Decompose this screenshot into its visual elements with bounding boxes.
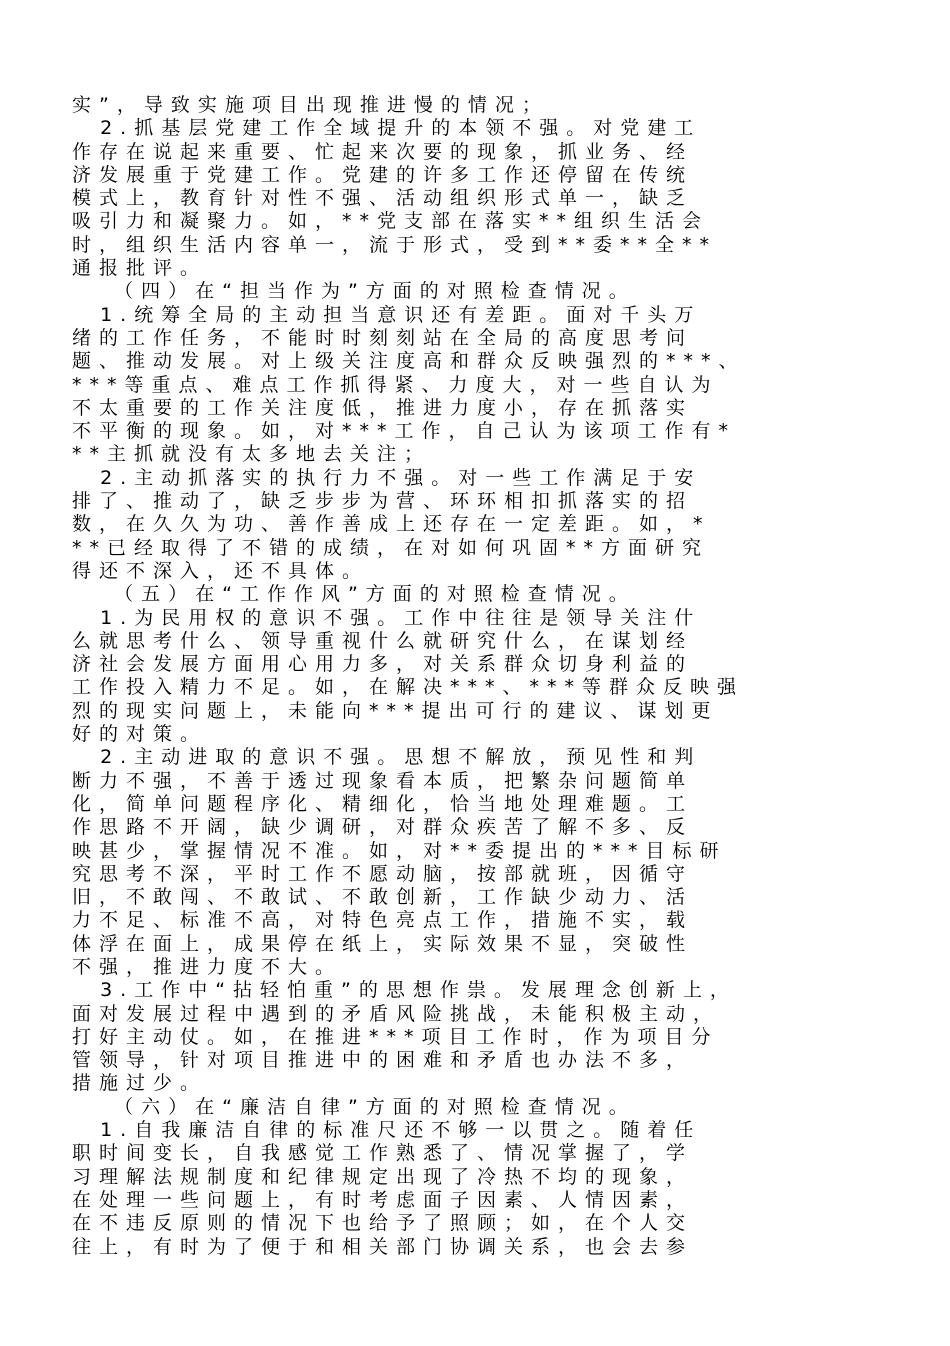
text-line: 济社会发展方面用心用力多，对关系群众切身利益的 <box>72 653 694 676</box>
text-line: 究思考不深，平时工作不愿动脑，按部就班，因循守 <box>72 862 694 885</box>
text-line: 作思路不开阔，缺少调研，对群众疾苦了解不多、反 <box>72 816 694 839</box>
text-line: 体浮在面上，成果停在纸上，实际效果不显，突破性 <box>72 932 694 955</box>
text-line: 数，在久久为功、善作善成上还存在一定差距。如，* <box>72 513 711 536</box>
text-line: 打好主动仗。如，在推进***项目工作时，作为项目分 <box>72 1025 719 1048</box>
text-line: 工作投入精力不足。如，在解决***、***等群众反映强 <box>72 676 745 699</box>
section-heading: （六）在“廉洁自律”方面的对照检查情况。 <box>72 1095 636 1118</box>
text-line: 题、推动发展。对上级关注度高和群众反映强烈的***、 <box>72 350 746 373</box>
text-line: 管领导，针对项目推进中的困难和矛盾也办法不多， <box>72 1049 694 1072</box>
text-line: ***等重点、难点工作抓得紧、力度大，对一些自认为 <box>72 373 719 396</box>
section-heading: （四）在“担当作为”方面的对照检查情况。 <box>72 280 636 303</box>
text-line: 化，简单问题程序化、精细化，恰当地处理难题。工 <box>72 792 694 815</box>
text-line: 往上，有时为了便于和相关部门协调关系，也会去参 <box>72 1235 694 1258</box>
text-line: 2.抓基层党建工作全域提升的本领不强。对党建工 <box>72 117 702 140</box>
text-line: 在处理一些问题上，有时考虑面子因素、人情因素， <box>72 1188 694 1211</box>
text-line: 么就思考什么、领导重视什么就研究什么，在谋划经 <box>72 629 694 652</box>
text-line: 济发展重于党建工作。党建的许多工作还停留在传统 <box>72 163 694 186</box>
text-line: 旧，不敢闯、不敢试、不敢创新，工作缺少动力、活 <box>72 886 694 909</box>
text-line: 模式上，教育针对性不强、活动组织形式单一，缺乏 <box>72 187 694 210</box>
text-line: 作存在说起来重要、忙起来次要的现象，抓业务、经 <box>72 140 694 163</box>
text-line: **主抓就没有太多地去关注； <box>72 443 432 466</box>
text-line: 烈的现实问题上，未能向***提出可行的建议、谋划更 <box>72 699 719 722</box>
text-line: 吸引力和凝聚力。如，**党支部在落实**组织生活会 <box>72 210 710 233</box>
text-line: 不平衡的现象。如，对***工作，自己认为该项工作有* <box>72 420 737 443</box>
text-line: 力不足、标准不高，对特色亮点工作，措施不实，载 <box>72 909 694 932</box>
text-line: 得还不深入，还不具体。 <box>72 559 370 582</box>
text-line: 1.统筹全局的主动担当意识还有差距。面对千头万 <box>72 303 702 326</box>
text-line: 好的对策。 <box>72 723 208 746</box>
text-line: 在不违反原则的情况下也给予了照顾；如，在个人交 <box>72 1212 694 1235</box>
text-line: 措施过少。 <box>72 1072 208 1095</box>
text-line: 不太重要的工作关注度低，推进力度小，存在抓落实 <box>72 396 694 419</box>
text-line: 不强，推进力度不大。 <box>72 955 343 978</box>
text-line: 1.自我廉洁自律的标准尺还不够一以贯之。随着任 <box>72 1119 702 1142</box>
text-line: 1.为民用权的意识不强。工作中往往是领导关注什 <box>72 606 702 629</box>
text-line: **已经取得了不错的成绩，在对如何巩固**方面研究 <box>72 536 710 559</box>
text-line: 绪的工作任务，不能时时刻刻站在全局的高度思考问 <box>72 326 694 349</box>
text-line: 实”，导致实施项目出现推进慢的情况； <box>72 94 549 116</box>
text-line: 2.主动抓落实的执行力不强。对一些工作满足于安 <box>72 466 702 489</box>
text-line: 断力不强，不善于透过现象看本质，把繁杂问题简单 <box>72 769 694 792</box>
text-line: 映甚少，掌握情况不准。如，对**委提出的***目标研 <box>72 839 727 862</box>
text-line: 习理解法规制度和纪律规定出现了冷热不均的现象， <box>72 1165 694 1188</box>
text-line: 3.工作中“拈轻怕重”的思想作祟。发展理念创新上， <box>72 979 737 1002</box>
text-line: 时，组织生活内容单一，流于形式，受到**委**全** <box>72 233 718 256</box>
text-line: 通报批评。 <box>72 257 208 280</box>
text-line: 2.主动进取的意识不强。思想不解放，预见性和判 <box>72 746 702 769</box>
text-line: 面对发展过程中遇到的矛盾风险挑战，未能积极主动， <box>72 1002 721 1025</box>
text-line: 职时间变长，自我感觉工作熟悉了、情况掌握了，学 <box>72 1142 694 1165</box>
section-heading: （五）在“工作作风”方面的对照检查情况。 <box>72 583 636 606</box>
text-line: 排了、推动了，缺乏步步为营、环环相扣抓落实的招 <box>72 490 694 513</box>
